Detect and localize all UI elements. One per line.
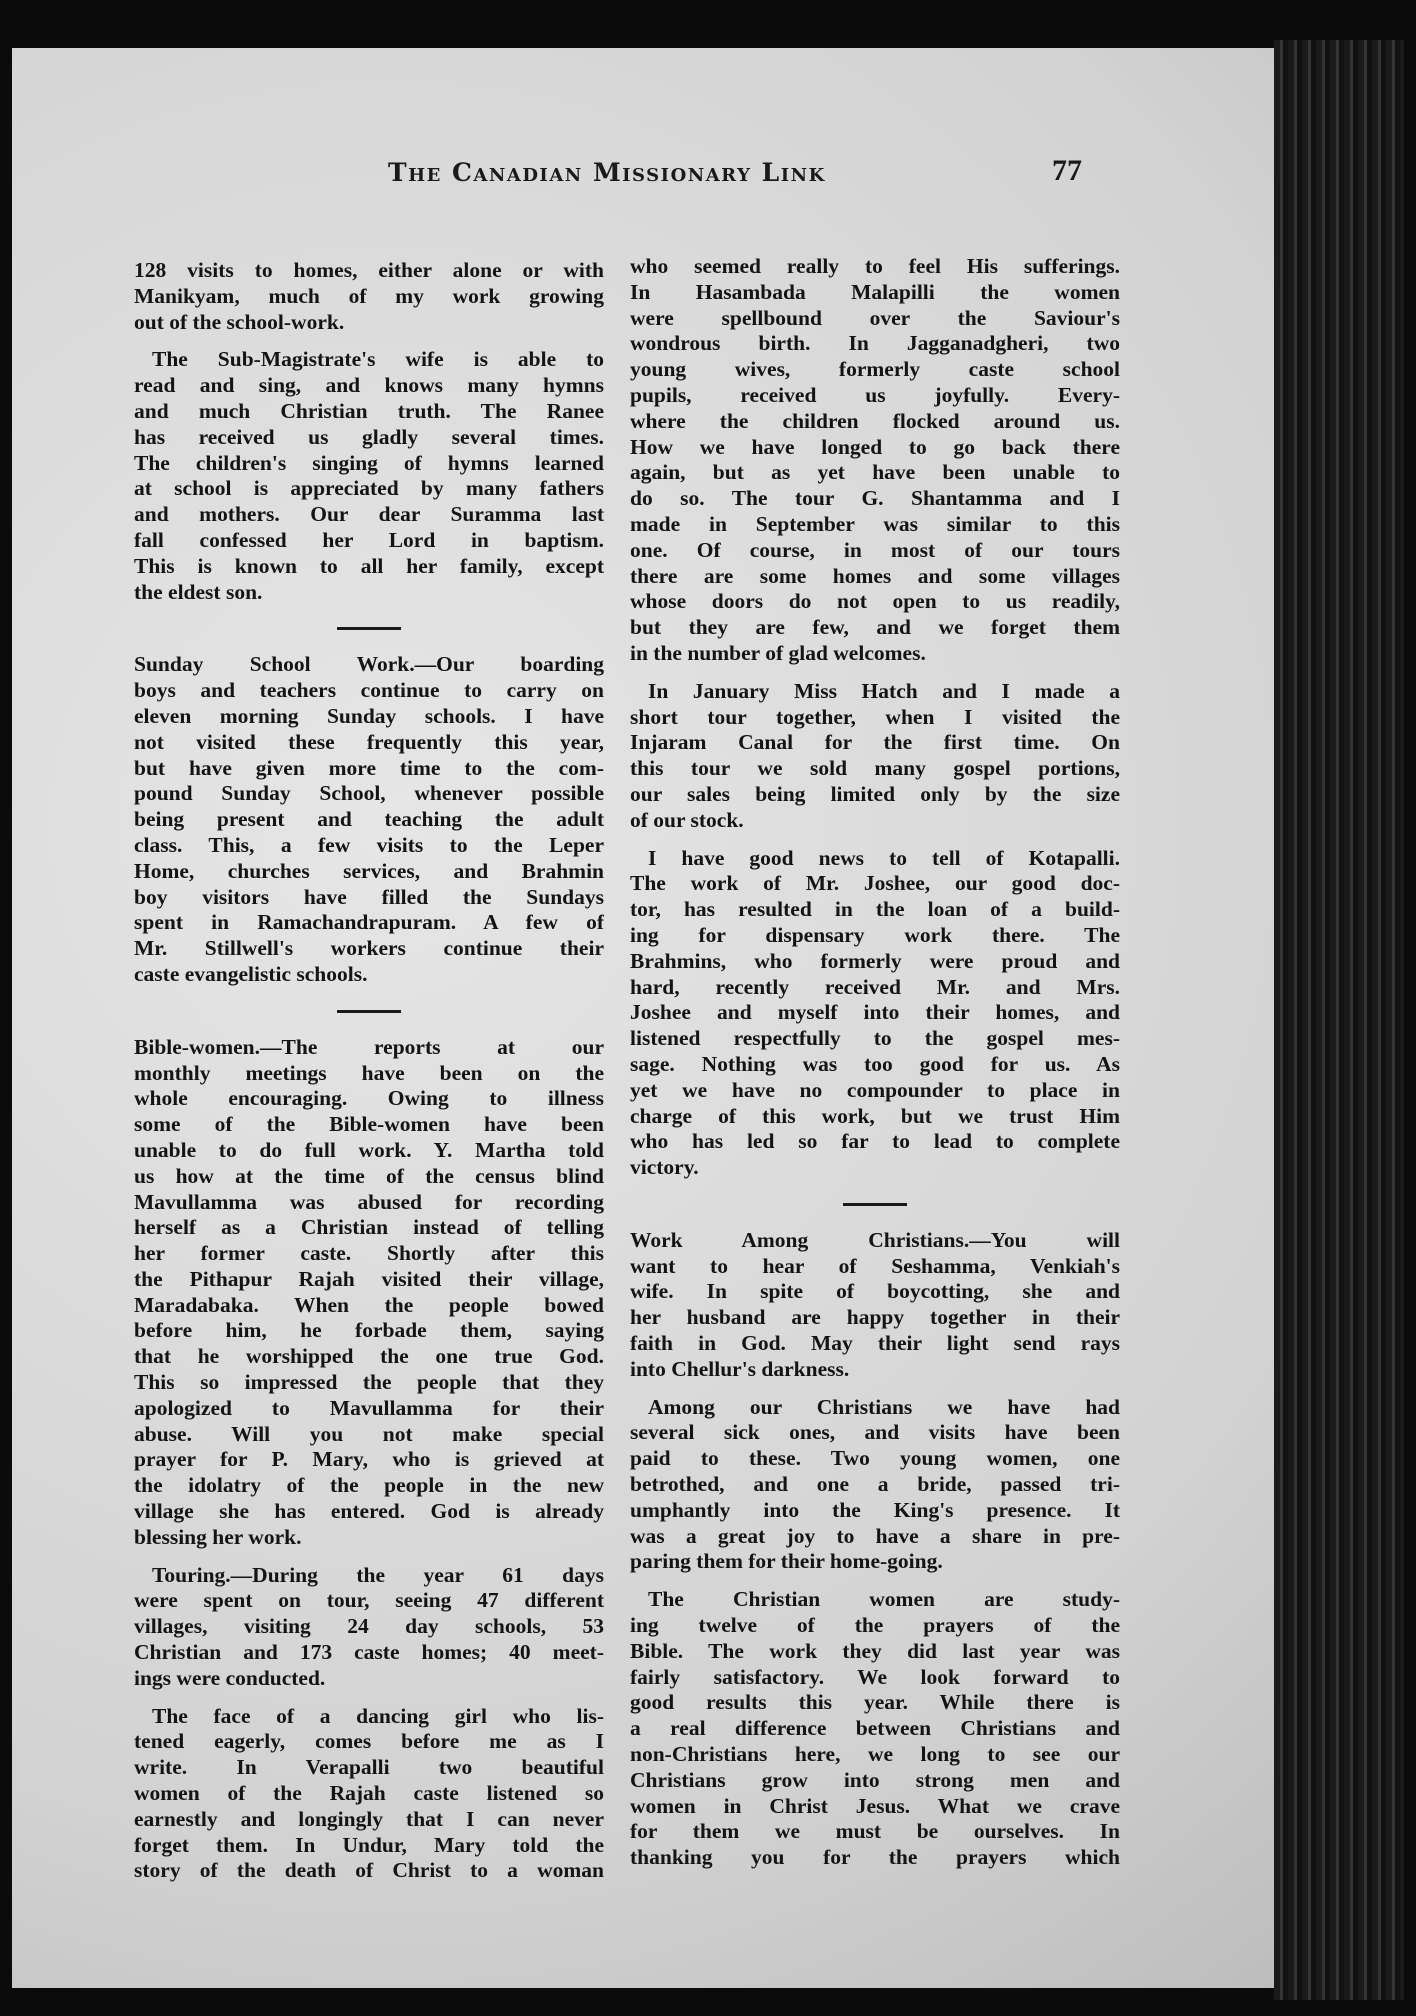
text-line: and much Christian truth. The Ranee (134, 398, 604, 423)
text-line: where the children flocked around us. (630, 408, 1120, 433)
paragraph-sub-magistrate (134, 347, 604, 605)
text-line: whose doors do not open to us readily, (630, 589, 1120, 614)
text-line (630, 1228, 1120, 1254)
section-divider (337, 1010, 401, 1013)
text-line: The face of a dancing girl who lis- (152, 1703, 604, 1728)
text-line (134, 1035, 604, 1061)
text-line: ing for dispensary work there. The (630, 922, 1120, 947)
text-line: class. This, a few visits to the Leper (134, 832, 604, 857)
text-line: Christian and 173 caste homes; 40 meet- (134, 1640, 604, 1665)
section-divider (337, 627, 401, 630)
text-line: The Sub-Magistrate's wife is able to (152, 347, 604, 372)
text-line: at school is appreciated by many fathers (134, 476, 604, 501)
section-heading: Sunday School Work. (134, 652, 415, 677)
text-line: umphantly into the King's presence. It (630, 1497, 1120, 1522)
text-line: whole encouraging. Owing to illness (134, 1086, 604, 1111)
text-line: of our stock. (630, 807, 744, 832)
text-line: was a great joy to have a share in pre- (630, 1523, 1120, 1548)
text-line: The Christian women are study- (648, 1587, 1120, 1612)
text-line: monthly meetings have been on the (134, 1060, 604, 1085)
paragraph-sunday-school (134, 652, 604, 987)
text-line: charge of this work, but we trust Him (630, 1103, 1120, 1128)
text-line: This so impressed the people that they (134, 1370, 604, 1395)
text-line: but have given more time to the com- (134, 755, 604, 780)
text-line: Christians grow into strong men and (630, 1767, 1120, 1792)
text-line: that he worshipped the one true God. (134, 1344, 604, 1369)
text-line: earnestly and longingly that I can never (134, 1806, 604, 1831)
text-line: In Hasambada Malapilli the women (630, 279, 1120, 304)
text-line: into Chellur's darkness. (630, 1356, 850, 1381)
text-line: young wives, formerly caste school (630, 357, 1120, 382)
text-line: and mothers. Our dear Suramma last (134, 502, 604, 527)
text-line: prayer for P. Mary, who is grieved at (134, 1447, 604, 1472)
text-line: abuse. Will you not make special (134, 1421, 604, 1446)
paragraph-visits (134, 258, 604, 335)
text-line-rest: —You will (969, 1227, 1120, 1252)
text-line: Bible. The work they did last year was (630, 1638, 1120, 1663)
text-line: read and sing, and knows many hymns (134, 373, 604, 398)
text-line: Touring.—During the year 61 days (152, 1562, 604, 1587)
section-heading: Work Among Christians. (630, 1227, 970, 1252)
text-line: do so. The tour G. Shantamma and I (630, 486, 1120, 511)
text-line: eleven morning Sunday schools. I have (134, 703, 604, 728)
text-line: faith in God. May their light send rays (630, 1331, 1120, 1356)
text-line: thanking you for the prayers which (630, 1845, 1120, 1870)
paragraph-prayers (630, 1587, 1120, 1871)
text-line: villages, visiting 24 day schools, 53 (134, 1614, 604, 1639)
paragraph-touring (134, 1563, 604, 1692)
text-line: being present and teaching the adult (134, 807, 604, 832)
text-line: for them we must be ourselves. In (630, 1819, 1120, 1844)
text-line: betrothed, and one a bride, passed tri- (630, 1472, 1120, 1497)
text-line: fall confessed her Lord in baptism. (134, 527, 604, 552)
text-line: some of the Bible-women have been (134, 1112, 604, 1137)
paragraph-sufferings (630, 254, 1120, 667)
text-line: In January Miss Hatch and I made a (648, 678, 1120, 703)
text-line: good results this year. While there is (630, 1690, 1120, 1715)
paragraph-injaram-tour (630, 679, 1120, 834)
text-line: the eldest son. (134, 579, 263, 604)
text-line: forget them. In Undur, Mary told the (134, 1832, 604, 1857)
text-line: a real difference between Christians and (630, 1716, 1120, 1741)
text-line: boys and teachers continue to carry on (134, 678, 604, 703)
text-line: spent in Ramachandrapuram. A few of (134, 910, 604, 935)
text-line: Mavullamma was abused for recording (134, 1189, 604, 1214)
text-line: not visited these frequently this year, (134, 729, 604, 754)
text-line: listened respectfully to the gospel mes- (630, 1026, 1120, 1051)
text-line: This is known to all her family, except (134, 553, 604, 578)
text-line: before him, he forbade them, saying (134, 1318, 604, 1343)
text-line-rest: —The reports at our (260, 1034, 604, 1059)
section-heading: Bible-women. (134, 1034, 261, 1059)
text-line: Brahmins, who formerly were proud and (630, 948, 1120, 973)
text-line: Home, churches services, and Brahmin (134, 858, 604, 883)
text-line: 128 visits to homes, either alone or with (134, 258, 604, 282)
text-line: Mr. Stillwell's workers continue their (134, 936, 604, 961)
text-line: pupils, received us joyfully. Every- (630, 382, 1120, 407)
text-line: paring them for their home-going. (630, 1549, 943, 1574)
text-line (134, 652, 604, 678)
text-line: tened eagerly, comes before me as I (134, 1729, 604, 1754)
text-line: How we have longed to go back there (630, 434, 1120, 459)
paragraph-kotapalli (630, 846, 1120, 1181)
text-line: Maradabaka. When the people bowed (134, 1292, 604, 1317)
text-line: were spellbound over the Saviour's (630, 305, 1120, 330)
text-line: again, but as yet have been unable to (630, 460, 1120, 485)
text-line: the Pithapur Rajah visited their village, (134, 1266, 604, 1291)
text-line: but they are few, and we forget them (630, 615, 1120, 640)
text-line: one. Of course, in most of our tours (630, 537, 1120, 562)
text-line: ings were conducted. (134, 1665, 326, 1690)
text-line: out of the school-work. (134, 309, 345, 334)
text-line: short tour together, when I visited the (630, 704, 1120, 729)
text-line: who seemed really to feel His sufferings. (630, 254, 1120, 278)
text-line: has received us gladly several times. (134, 424, 604, 449)
paragraph-bible-women (134, 1035, 604, 1551)
left-column (134, 258, 604, 1884)
text-line: who has led so far to lead to complete (630, 1129, 1120, 1154)
text-line: Injaram Canal for the first time. On (630, 730, 1120, 755)
text-line: write. In Verapalli two beautiful (134, 1755, 604, 1780)
right-column (630, 254, 1120, 1871)
text-line: unable to do full work. Y. Martha told (134, 1137, 604, 1162)
text-line: village she has entered. God is already (134, 1499, 604, 1524)
text-line-rest: —Our boarding (414, 652, 604, 677)
text-line: fairly satisfactory. We look forward to (630, 1664, 1120, 1689)
text-line: in the number of glad welcomes. (630, 640, 926, 665)
text-line: women in Christ Jesus. What we crave (630, 1793, 1120, 1818)
text-line: want to hear of Seshamma, Venkiah's (630, 1253, 1120, 1278)
text-line: Among our Christians we have had (648, 1394, 1120, 1419)
text-line: I have good news to tell of Kotapalli. (648, 845, 1120, 870)
text-line: our sales being limited only by the size (630, 781, 1120, 806)
text-line: her husband are happy together in their (630, 1305, 1120, 1330)
text-line: non-Christians here, we long to see our (630, 1742, 1120, 1767)
text-line: sage. Nothing was too good for us. As (630, 1051, 1120, 1076)
text-line: us how at the time of the census blind (134, 1163, 604, 1188)
book-page-edges (1274, 40, 1404, 2000)
text-line: wondrous birth. In Jagganadgheri, two (630, 331, 1120, 356)
paragraph-sick-ones (630, 1395, 1120, 1576)
text-line: hard, recently received Mr. and Mrs. (630, 974, 1120, 999)
page-number: 77 (1052, 154, 1082, 187)
running-title: The Canadian Missionary Link (388, 158, 826, 187)
text-line: made in September was similar to this (630, 511, 1120, 536)
text-line: apologized to Mavullamma for their (134, 1395, 604, 1420)
text-line: caste evangelistic schools. (134, 961, 368, 986)
text-line: the idolatry of the people in the new (134, 1473, 604, 1498)
text-line: women of the Rajah caste listened so (134, 1781, 604, 1806)
section-divider (843, 1203, 907, 1206)
text-line: herself as a Christian instead of telling (134, 1215, 604, 1240)
text-line: victory. (630, 1155, 699, 1180)
text-line: The children's singing of hymns learned (134, 450, 604, 475)
text-line: were spent on tour, seeing 47 different (134, 1588, 604, 1613)
text-line: several sick ones, and visits have been (630, 1420, 1120, 1445)
text-line: Joshee and myself into their homes, and (630, 1000, 1120, 1025)
text-line: boy visitors have filled the Sundays (134, 884, 604, 909)
text-line: this tour we sold many gospel portions, (630, 756, 1120, 781)
text-line: wife. In spite of boycotting, she and (630, 1279, 1120, 1304)
text-line: paid to these. Two young women, one (630, 1446, 1120, 1471)
text-line: her former caste. Shortly after this (134, 1241, 604, 1266)
text-line: tor, has resulted in the loan of a build- (630, 897, 1120, 922)
text-line: story of the death of Christ to a woman (134, 1858, 604, 1883)
paragraph-work-among-christians (630, 1228, 1120, 1383)
paragraph-dancing-girl (134, 1704, 604, 1885)
text-line: ing twelve of the prayers of the (630, 1613, 1120, 1638)
text-line: yet we have no compounder to place in (630, 1077, 1120, 1102)
text-line: there are some homes and some villages (630, 563, 1120, 588)
text-line: blessing her work. (134, 1524, 302, 1549)
text-line: The work of Mr. Joshee, our good doc- (630, 871, 1120, 896)
text-line: pound Sunday School, whenever possible (134, 781, 604, 806)
text-line: Manikyam, much of my work growing (134, 283, 604, 308)
